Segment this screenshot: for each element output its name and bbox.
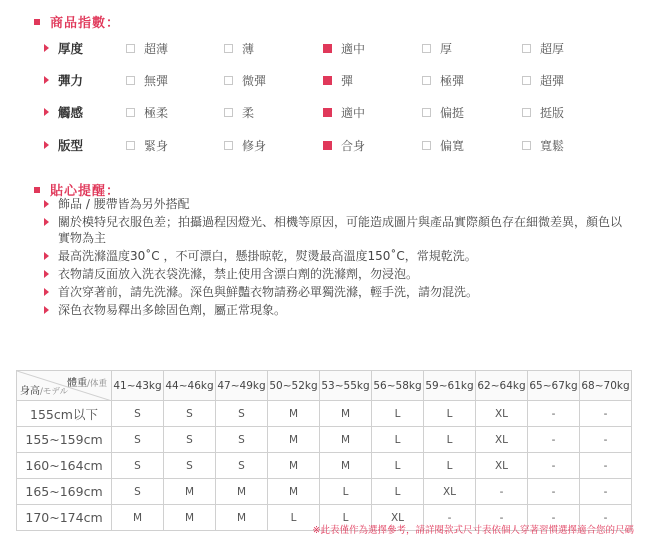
size-cell: XL <box>476 427 528 453</box>
size-cell: - <box>580 427 632 453</box>
size-cell: XL <box>476 453 528 479</box>
triangle-bullet-icon <box>44 44 49 52</box>
size-cell: XL <box>424 479 476 505</box>
index-option: 適中 <box>323 104 365 121</box>
triangle-bullet-icon <box>44 108 49 116</box>
size-cell: M <box>320 453 372 479</box>
weight-column-header: 44~46kg <box>164 371 216 401</box>
size-cell: S <box>164 427 216 453</box>
height-row-header: 170~174cm <box>17 505 112 531</box>
size-cell: - <box>580 505 632 531</box>
size-cell: M <box>268 427 320 453</box>
index-option: 彈 <box>323 72 353 89</box>
triangle-bullet-icon <box>44 306 49 314</box>
size-cell: M <box>320 401 372 427</box>
size-cell: - <box>580 401 632 427</box>
triangle-bullet-icon <box>44 76 49 84</box>
index-row-label: 彈力 <box>44 71 124 89</box>
index-row <box>44 72 644 88</box>
checked-box-icon <box>323 108 332 117</box>
size-row <box>17 453 632 479</box>
size-cell: - <box>528 505 580 531</box>
size-cell: - <box>424 505 476 531</box>
unchecked-box-icon <box>522 141 531 150</box>
size-table <box>16 370 632 531</box>
size-cell: S <box>216 453 268 479</box>
weight-column-header: 50~52kg <box>268 371 320 401</box>
size-cell: - <box>528 427 580 453</box>
unchecked-box-icon <box>126 141 135 150</box>
size-cell: L <box>424 453 476 479</box>
index-row <box>44 104 644 120</box>
size-note: ※此表僅作為選擇參考，請詳閱款式尺寸表依個人穿著習慣選擇適合您的尺碼 <box>312 525 634 536</box>
weight-column-header: 56~58kg <box>372 371 424 401</box>
index-row-label: 觸感 <box>44 103 124 121</box>
tip-item: 首次穿著前，請先洗滌。深色與鮮豔衣物請務必單獨洗滌，輕手洗，請勿混洗。 <box>44 284 634 300</box>
height-row-header: 155~159cm <box>17 427 112 453</box>
tips-title: 貼心提醒： <box>34 180 120 199</box>
triangle-bullet-icon <box>44 141 49 149</box>
size-cell: S <box>112 401 164 427</box>
size-row <box>17 479 632 505</box>
index-option: 薄 <box>224 40 254 57</box>
size-cell: M <box>268 401 320 427</box>
size-cell: XL <box>372 505 424 531</box>
unchecked-box-icon <box>126 108 135 117</box>
index-option: 超彈 <box>522 72 564 89</box>
tip-item: 最高洗滌溫度30˚C ，不可漂白，懸掛晾乾，熨燙最高溫度150˚C，常規乾洗。 <box>44 248 634 264</box>
size-row <box>17 427 632 453</box>
index-option: 厚 <box>422 40 452 57</box>
size-cell: L <box>372 453 424 479</box>
unchecked-box-icon <box>422 108 431 117</box>
size-cell: L <box>320 505 372 531</box>
size-cell: - <box>476 479 528 505</box>
index-option: 柔 <box>224 104 254 121</box>
triangle-bullet-icon <box>44 270 49 278</box>
size-cell: S <box>112 479 164 505</box>
size-cell: L <box>372 427 424 453</box>
weight-column-header: 62~64kg <box>476 371 528 401</box>
size-cell: S <box>216 401 268 427</box>
tips-list <box>44 196 634 320</box>
tip-item: 關於模特兒衣服色差；拍攝過程因燈光、相機等原因，可能造成圖片與產品實際顏色存在細微差異，顏色以實物為主 <box>44 214 634 246</box>
size-cell: - <box>528 453 580 479</box>
height-row-header: 165~169cm <box>17 479 112 505</box>
checked-box-icon <box>323 76 332 85</box>
tip-item: 深色衣物易釋出多餘固色劑，屬正常現象。 <box>44 302 634 318</box>
weight-column-header: 53~55kg <box>320 371 372 401</box>
unchecked-box-icon <box>126 76 135 85</box>
size-cell: M <box>320 427 372 453</box>
index-option: 偏挺 <box>422 104 464 121</box>
size-cell: L <box>320 479 372 505</box>
weight-column-header: 47~49kg <box>216 371 268 401</box>
unchecked-box-icon <box>224 44 233 53</box>
size-cell: - <box>528 479 580 505</box>
unchecked-box-icon <box>224 76 233 85</box>
size-cell: S <box>216 427 268 453</box>
unchecked-box-icon <box>422 141 431 150</box>
size-cell: - <box>580 479 632 505</box>
size-cell: L <box>268 505 320 531</box>
weight-column-header: 68~70kg <box>580 371 632 401</box>
index-option: 微彈 <box>224 72 266 89</box>
size-row <box>17 401 632 427</box>
index-option: 寬鬆 <box>522 137 564 154</box>
checked-box-icon <box>323 44 332 53</box>
index-option: 緊身 <box>126 137 168 154</box>
size-cell: L <box>424 401 476 427</box>
index-option: 無彈 <box>126 72 168 89</box>
unchecked-box-icon <box>422 76 431 85</box>
height-row-header: 155cm以下 <box>17 401 112 427</box>
size-cell: XL <box>476 401 528 427</box>
size-cell: S <box>112 453 164 479</box>
unchecked-box-icon <box>224 141 233 150</box>
size-cell: L <box>372 401 424 427</box>
size-cell: S <box>112 427 164 453</box>
unchecked-box-icon <box>422 44 431 53</box>
triangle-bullet-icon <box>44 200 49 208</box>
size-cell: M <box>216 479 268 505</box>
weight-column-header: 41~43kg <box>112 371 164 401</box>
size-cell: - <box>476 505 528 531</box>
unchecked-box-icon <box>126 44 135 53</box>
size-cell: L <box>424 427 476 453</box>
index-row-label: 版型 <box>44 136 124 154</box>
size-cell: M <box>164 479 216 505</box>
index-option: 極彈 <box>422 72 464 89</box>
product-index-title: 商品指數： <box>34 12 120 31</box>
size-cell: M <box>216 505 268 531</box>
index-option: 合身 <box>323 137 365 154</box>
index-option: 適中 <box>323 40 365 57</box>
index-row-label: 厚度 <box>44 39 124 57</box>
square-bullet-icon <box>34 187 40 193</box>
index-option: 修身 <box>224 137 266 154</box>
square-bullet-icon <box>34 19 40 25</box>
index-option: 偏寬 <box>422 137 464 154</box>
triangle-bullet-icon <box>44 218 49 226</box>
weight-column-header: 65~67kg <box>528 371 580 401</box>
size-cell: M <box>268 453 320 479</box>
tip-item: 飾品 / 腰帶皆為另外搭配 <box>44 196 634 212</box>
size-cell: M <box>268 479 320 505</box>
corner-height-label: 身高/モデル <box>20 386 68 397</box>
index-option: 超厚 <box>522 40 564 57</box>
size-cell: M <box>164 505 216 531</box>
weight-column-header: 59~61kg <box>424 371 476 401</box>
index-row <box>44 40 644 56</box>
triangle-bullet-icon <box>44 288 49 296</box>
unchecked-box-icon <box>522 108 531 117</box>
unchecked-box-icon <box>522 44 531 53</box>
corner-weight-label: 體重/体重 <box>67 378 107 389</box>
size-cell: M <box>112 505 164 531</box>
size-cell: L <box>372 479 424 505</box>
size-cell: - <box>580 453 632 479</box>
size-table-corner <box>17 371 112 401</box>
unchecked-box-icon <box>522 76 531 85</box>
tip-item: 衣物請反面放入洗衣袋洗滌，禁止使用含漂白劑的洗滌劑，勿浸泡。 <box>44 266 634 282</box>
index-option: 挺版 <box>522 104 564 121</box>
height-row-header: 160~164cm <box>17 453 112 479</box>
index-option: 極柔 <box>126 104 168 121</box>
size-cell: S <box>164 453 216 479</box>
size-cell: - <box>528 401 580 427</box>
triangle-bullet-icon <box>44 252 49 260</box>
size-cell: S <box>164 401 216 427</box>
index-row <box>44 137 644 153</box>
index-option: 超薄 <box>126 40 168 57</box>
unchecked-box-icon <box>224 108 233 117</box>
checked-box-icon <box>323 141 332 150</box>
